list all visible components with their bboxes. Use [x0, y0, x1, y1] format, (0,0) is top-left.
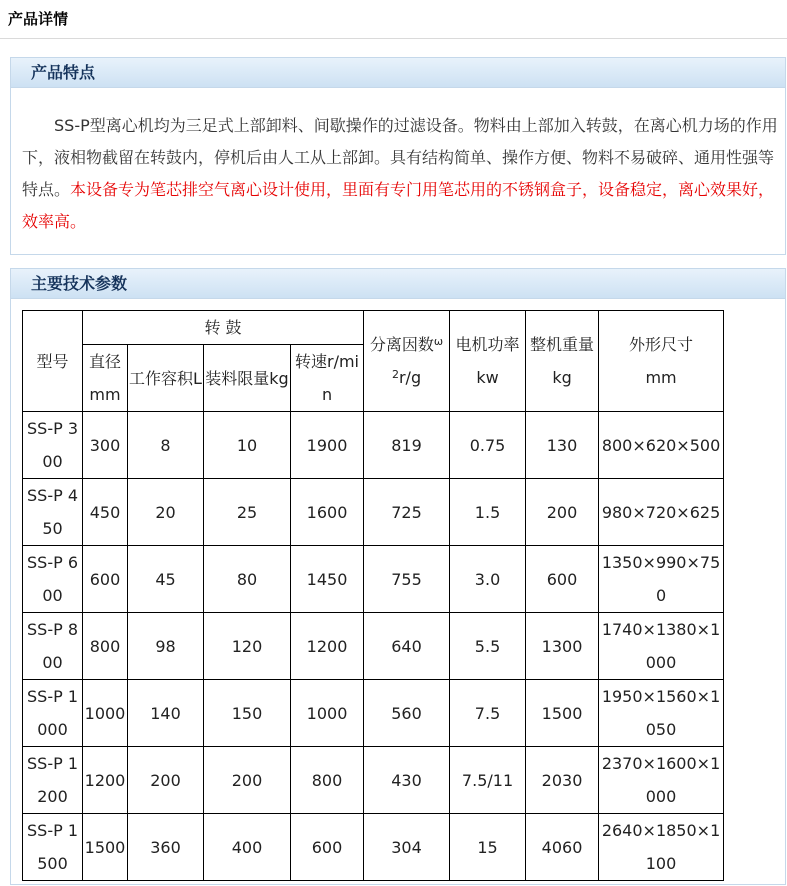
col-header-motor-power	[450, 311, 526, 412]
features-heading: 产品特点	[31, 63, 96, 82]
title-bar	[0, 0, 787, 39]
cell-volume: 140	[128, 680, 204, 747]
cell-motor-power: 7.5	[450, 680, 526, 747]
cell-model: SS-P 1000	[23, 680, 83, 747]
cell-dimensions: 2640×1850×1100	[599, 814, 724, 881]
cell-diameter: 600	[83, 546, 128, 613]
cell-motor-power: 7.5/11	[450, 747, 526, 814]
cell-speed: 1600	[291, 479, 364, 546]
col-header-load-limit: 装料限量kg	[204, 345, 291, 412]
cell-motor-power: 5.5	[450, 613, 526, 680]
cell-dimensions: 1740×1380×1000	[599, 613, 724, 680]
cell-volume: 20	[128, 479, 204, 546]
dimensions-unit: mm	[645, 368, 677, 387]
col-header-dimensions	[599, 311, 724, 412]
cell-separation-factor: 640	[364, 613, 450, 680]
cell-load-limit: 25	[204, 479, 291, 546]
cell-dimensions: 1350×990×750	[599, 546, 724, 613]
cell-weight: 2030	[526, 747, 599, 814]
cell-speed: 800	[291, 747, 364, 814]
cell-weight: 1500	[526, 680, 599, 747]
cell-model: SS-P 1200	[23, 747, 83, 814]
table-row	[23, 680, 724, 747]
cell-speed: 1900	[291, 412, 364, 479]
cell-speed: 600	[291, 814, 364, 881]
cell-volume: 45	[128, 546, 204, 613]
cell-load-limit: 120	[204, 613, 291, 680]
spec-table-head	[23, 311, 724, 412]
cell-weight: 130	[526, 412, 599, 479]
cell-dimensions: 2370×1600×1000	[599, 747, 724, 814]
cell-dimensions: 1950×1560×1050	[599, 680, 724, 747]
cell-volume: 360	[128, 814, 204, 881]
cell-model: SS-P 1500	[23, 814, 83, 881]
page-title: 产品详情	[8, 10, 69, 28]
table-row	[23, 546, 724, 613]
cell-load-limit: 10	[204, 412, 291, 479]
cell-weight: 4060	[526, 814, 599, 881]
cell-volume: 200	[128, 747, 204, 814]
cell-separation-factor: 725	[364, 479, 450, 546]
cell-separation-factor: 755	[364, 546, 450, 613]
cell-volume: 98	[128, 613, 204, 680]
diameter-unit: mm	[89, 385, 121, 404]
features-section-header	[11, 58, 785, 88]
features-body	[11, 88, 785, 238]
cell-model: SS-P 800	[23, 613, 83, 680]
col-header-weight	[526, 311, 599, 412]
table-row	[23, 412, 724, 479]
cell-motor-power: 3.0	[450, 546, 526, 613]
col-header-speed: 转速r/min	[291, 345, 364, 412]
table-row	[23, 747, 724, 814]
features-highlight: 本设备专为笔芯排空气离心设计使用，里面有专门用笔芯用的不锈钢盒子，设备稳定，离心效果好，效率高。	[22, 180, 775, 231]
table-header-row	[23, 311, 724, 345]
features-description: SS-P型离心机均为三足式上部卸料、间歇操作的过滤设备。物料由上部加入转鼓，在离心机力场的作用下，液相物截留在转鼓内，停机后由人工从上部卸。具有结构简单、操作方便、物料不易破碎、通用性强等特点。	[22, 116, 778, 199]
diameter-label: 直径	[88, 352, 121, 371]
separation-factor-label: 分离因数	[369, 335, 434, 354]
cell-speed: 1450	[291, 546, 364, 613]
motor-power-label: 电机功率	[455, 335, 520, 354]
dimensions-label: 外形尺寸	[629, 335, 694, 354]
cell-motor-power: 0.75	[450, 412, 526, 479]
col-header-model: 型号	[23, 311, 83, 412]
weight-label: 整机重量	[530, 335, 595, 354]
cell-model: SS-P 600	[23, 546, 83, 613]
specs-section	[10, 268, 786, 885]
cell-model: SS-P 300	[23, 412, 83, 479]
motor-power-unit: kw	[476, 368, 499, 387]
cell-diameter: 300	[83, 412, 128, 479]
features-paragraph	[22, 110, 778, 238]
specs-body	[11, 299, 785, 881]
cell-speed: 1000	[291, 680, 364, 747]
specs-heading: 主要技术参数	[31, 274, 128, 293]
col-header-volume: 工作容积L	[128, 345, 204, 412]
weight-unit: kg	[552, 368, 572, 387]
spec-table-body	[23, 412, 724, 881]
cell-volume: 8	[128, 412, 204, 479]
cell-weight: 200	[526, 479, 599, 546]
cell-weight: 1300	[526, 613, 599, 680]
cell-load-limit: 400	[204, 814, 291, 881]
table-row	[23, 613, 724, 680]
cell-diameter: 450	[83, 479, 128, 546]
cell-separation-factor: 430	[364, 747, 450, 814]
cell-load-limit: 200	[204, 747, 291, 814]
features-section	[10, 57, 786, 255]
cell-load-limit: 80	[204, 546, 291, 613]
cell-diameter: 1000	[83, 680, 128, 747]
cell-weight: 600	[526, 546, 599, 613]
cell-separation-factor: 304	[364, 814, 450, 881]
cell-model: SS-P 450	[23, 479, 83, 546]
cell-speed: 1200	[291, 613, 364, 680]
spec-table	[22, 310, 724, 881]
table-row	[23, 814, 724, 881]
col-header-separation-factor	[364, 311, 450, 412]
col-header-diameter	[83, 345, 128, 412]
separation-factor-exponent: 2	[391, 367, 399, 381]
cell-motor-power: 15	[450, 814, 526, 881]
specs-section-header	[11, 269, 785, 299]
separation-factor-unit: r/g	[398, 368, 422, 387]
separation-factor-symbol: ω	[433, 334, 444, 348]
cell-load-limit: 150	[204, 680, 291, 747]
cell-diameter: 1500	[83, 814, 128, 881]
table-row	[23, 479, 724, 546]
cell-motor-power: 1.5	[450, 479, 526, 546]
cell-dimensions: 800×620×500	[599, 412, 724, 479]
cell-separation-factor: 819	[364, 412, 450, 479]
cell-diameter: 800	[83, 613, 128, 680]
cell-diameter: 1200	[83, 747, 128, 814]
cell-dimensions: 980×720×625	[599, 479, 724, 546]
col-header-drum: 转 鼓	[83, 311, 364, 345]
cell-separation-factor: 560	[364, 680, 450, 747]
